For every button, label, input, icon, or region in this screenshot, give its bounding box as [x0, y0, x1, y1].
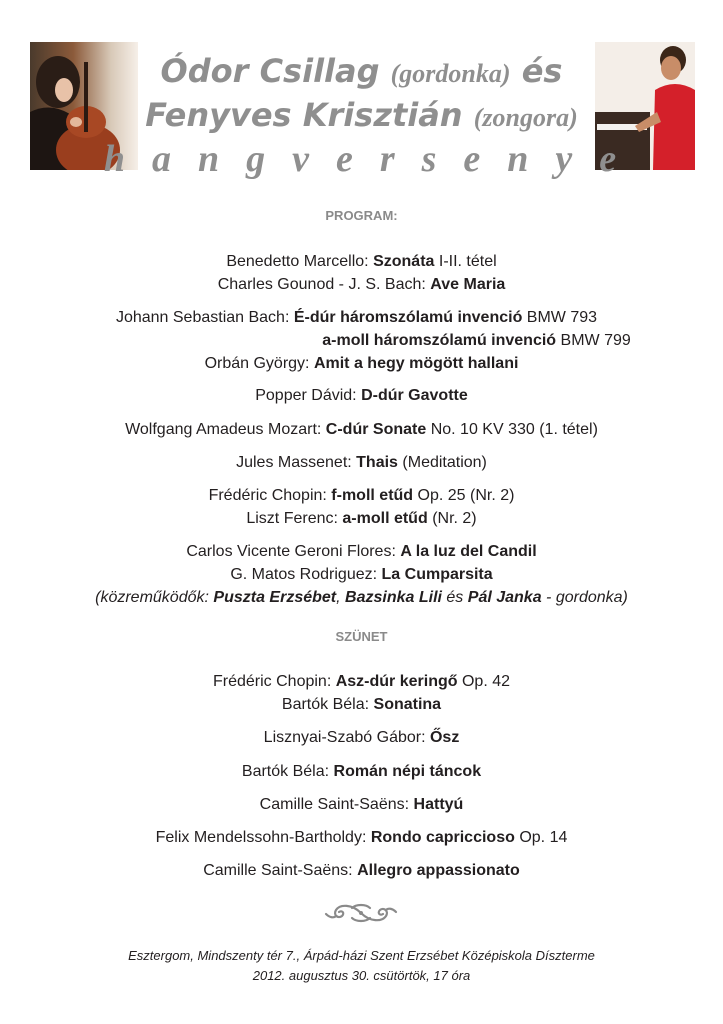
composer: Jules Massenet:: [236, 454, 352, 471]
contributor-name: Bazsinka Lili: [345, 589, 442, 606]
scroll-ornament-icon: [322, 898, 400, 928]
work-title: La Cumparsita: [381, 566, 493, 583]
intermission-label: SZÜNET: [335, 629, 388, 644]
program-part-1-group-a: [0, 250, 723, 296]
work-detail: Op. 25 (Nr. 2): [417, 487, 515, 504]
program-item: [0, 451, 723, 474]
composer: G. Matos Rodriguez:: [230, 566, 378, 583]
work-detail: BMW 793: [526, 309, 598, 326]
work-title: Asz-dúr keringő: [335, 673, 458, 690]
work-title: Ave Maria: [430, 276, 506, 293]
program-item: [0, 273, 723, 296]
composer: Liszt Ferenc:: [246, 510, 338, 527]
date-text: 2012. augusztus 30. csütörtök, 17 óra: [252, 968, 471, 983]
program-item: [0, 859, 723, 882]
program-part-2-group-c: [0, 760, 723, 783]
work-title: Szonáta: [373, 253, 435, 270]
work-title: Román népi táncok: [333, 763, 482, 780]
program-item: [0, 563, 723, 586]
work-title: A la luz del Candil: [400, 543, 537, 560]
title-line-2: [0, 96, 723, 134]
composer: Lisznyai-Szabó Gábor:: [263, 729, 426, 746]
work-title: Ősz: [429, 729, 460, 746]
cellist-name: Ódor Csillag: [160, 52, 380, 90]
program-item: [0, 507, 723, 530]
work-title: a-moll háromszólamú invenció: [322, 332, 557, 349]
program-item: [0, 726, 723, 749]
contributors-conjunction: és: [446, 589, 464, 606]
composer: Frédéric Chopin:: [212, 673, 332, 690]
contributors-prefix: (közreműködők:: [95, 589, 209, 606]
work-title: f-moll etűd: [331, 487, 414, 504]
program-part-1-group-c: [0, 384, 723, 407]
program-item: [0, 418, 723, 441]
composer: Johann Sebastian Bach:: [115, 309, 290, 326]
work-title: D-dúr Gavotte: [361, 387, 468, 404]
composer: Camille Saint-Saëns:: [203, 862, 353, 879]
composer: Felix Mendelssohn-Bartholdy:: [155, 829, 367, 846]
composer: Charles Gounod - J. S. Bach:: [217, 276, 426, 293]
ornament-graphic: [322, 898, 400, 928]
program-item: [0, 540, 723, 563]
composer: Frédéric Chopin:: [208, 487, 327, 504]
work-detail: I-II. tétel: [438, 253, 497, 270]
program-part-1-group-g: [0, 540, 723, 609]
work-detail: (Meditation): [402, 454, 487, 471]
program-part-2-group-e: [0, 826, 723, 849]
title-line-1: [0, 52, 723, 90]
work-detail: No. 10 KV 330 (1. tétel): [430, 421, 598, 438]
composer: Carlos Vicente Geroni Flores:: [186, 543, 396, 560]
contributors-line: [0, 586, 723, 609]
pianist-name: Fenyves Krisztián: [145, 96, 463, 134]
work-title: É-dúr háromszólamú invenció: [293, 309, 523, 326]
program-part-1-group-e: [0, 451, 723, 474]
title-conjunction: és: [521, 52, 563, 90]
composer: Camille Saint-Saëns:: [259, 796, 410, 813]
program-item: [0, 329, 723, 352]
program-item: [0, 306, 723, 329]
program-part-2-group-b: [0, 726, 723, 749]
work-detail: Op. 42: [461, 673, 510, 690]
work-detail: (Nr. 2): [432, 510, 477, 527]
program-label: PROGRAM:: [325, 208, 398, 223]
work-detail: Op. 14: [519, 829, 568, 846]
work-detail: BMW 799: [560, 332, 631, 349]
program-item: [0, 826, 723, 849]
program-part-2-group-d: [0, 793, 723, 816]
program-part-2-group-f: [0, 859, 723, 882]
work-title: Amit a hegy mögött hallani: [313, 355, 519, 372]
work-title: Sonatina: [373, 696, 442, 713]
pianist-instrument: (zongora): [473, 103, 578, 132]
contributors-separator: ,: [336, 589, 341, 606]
program-item: [0, 670, 723, 693]
composer: Orbán György:: [204, 355, 310, 372]
program-part-1-group-b: [0, 306, 723, 375]
title-line-3: hangversenye: [103, 138, 644, 180]
work-title: a-moll etűd: [342, 510, 428, 527]
contributors-suffix: - gordonka): [546, 589, 628, 606]
work-title: Hattyú: [413, 796, 464, 813]
composer: Bartók Béla:: [281, 696, 370, 713]
cellist-instrument: (gordonka): [390, 59, 511, 88]
work-title: Thais: [356, 454, 398, 471]
composer: Benedetto Marcello:: [226, 253, 369, 270]
program-item: [0, 384, 723, 407]
work-title: Rondo capriccioso: [370, 829, 515, 846]
program-part-1-group-d: [0, 418, 723, 441]
work-title: Allegro appassionato: [357, 862, 520, 879]
composer: Popper Dávid:: [255, 387, 357, 404]
contributor-name: Pál Janka: [467, 589, 542, 606]
composer: Bartók Béla:: [241, 763, 330, 780]
program-item: [0, 250, 723, 273]
program-item: [0, 352, 723, 375]
program-item: [0, 760, 723, 783]
composer: Wolfgang Amadeus Mozart:: [125, 421, 322, 438]
event-footer: [0, 946, 723, 986]
program-part-2-group-a: [0, 670, 723, 716]
program-part-1-group-f: [0, 484, 723, 530]
program-item: [0, 484, 723, 507]
work-title: C-dúr Sonate: [325, 421, 427, 438]
venue-text: Esztergom, Mindszenty tér 7., Árpád-házi Szent Erzsébet Középiskola Díszterme: [128, 948, 595, 963]
program-item: [0, 793, 723, 816]
program-item: [0, 693, 723, 716]
contributor-name: Puszta Erzsébet: [213, 589, 337, 606]
